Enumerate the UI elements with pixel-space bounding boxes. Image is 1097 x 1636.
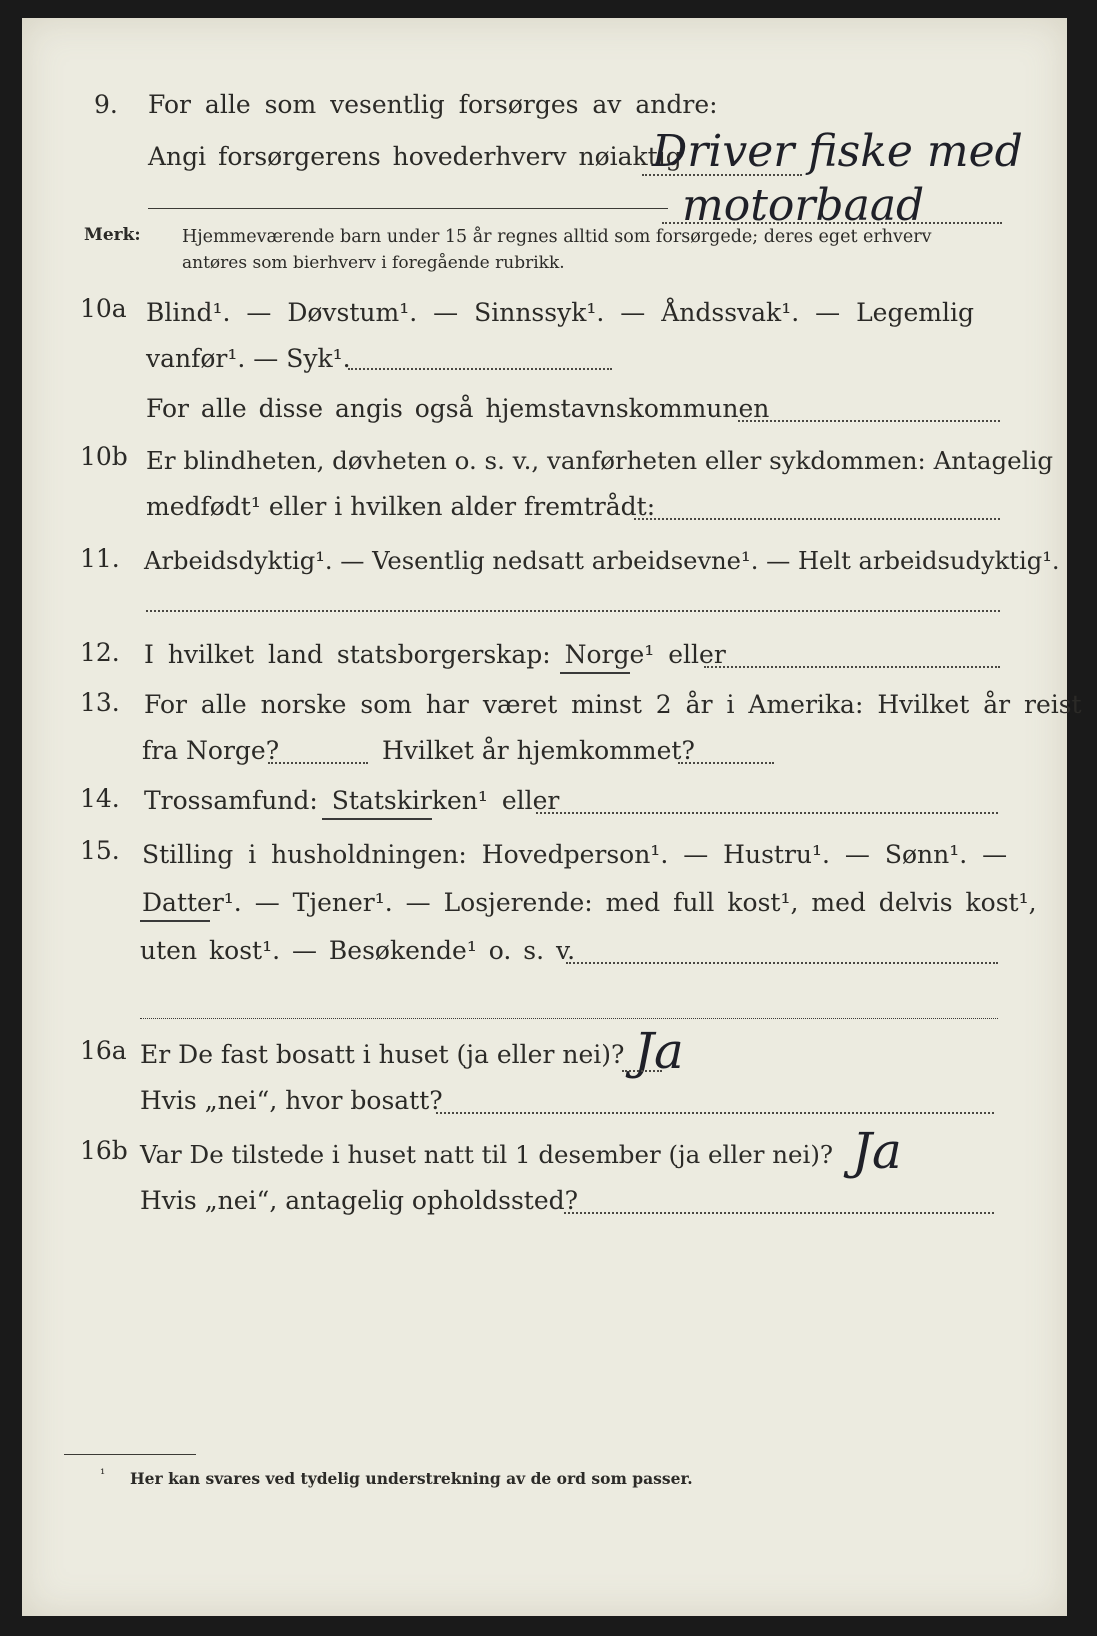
- merk-label: Merk:: [84, 225, 141, 245]
- q15-line2: Datter¹. — Tjener¹. — Losjerende: med full kost¹, med delvis kost¹,: [142, 888, 1037, 917]
- q16b-number: 16b: [80, 1136, 128, 1165]
- q10b-line2: medfødt¹ eller i hvilken alder fremtrådt:: [146, 492, 656, 521]
- q14-statskirken-underline: [322, 818, 432, 820]
- q14-line1: Trossamfund: Statskirken¹ eller: [144, 786, 560, 815]
- q11-answer-line: [146, 610, 1000, 612]
- q10a-line3: For alle disse angis også hjemstavnskommunen: [146, 394, 770, 423]
- q15-answer-line-2: [140, 1018, 998, 1019]
- q9-handwritten-answer-2: motorbaad: [682, 180, 925, 231]
- q10a-hometown-line: [738, 420, 1000, 422]
- q16b-handwritten-answer: Ja: [852, 1122, 902, 1180]
- footnote-rule: [64, 1454, 196, 1455]
- q9-line1: For alle som vesentlig forsørges av andre:: [148, 90, 718, 119]
- footnote-mark: ¹: [100, 1467, 106, 1482]
- q13-departure-line: [268, 762, 368, 764]
- q16a-residence-line: [436, 1112, 994, 1114]
- q13-number: 13.: [80, 688, 120, 717]
- q16b-line2: Hvis „nei“, antagelig opholdssted?: [140, 1186, 579, 1215]
- q15-number: 15.: [80, 836, 120, 865]
- q11-number: 11.: [80, 544, 120, 573]
- q9-answer-dotted-line-2: [662, 222, 1002, 224]
- q16b-line1: Var De tilstede i huset natt til 1 desember (ja eller nei)?: [140, 1140, 834, 1169]
- q10a-line2: vanfør¹. — Syk¹.: [146, 344, 351, 373]
- census-form-page: [22, 18, 1082, 1616]
- q16b-stay-line: [564, 1212, 994, 1214]
- q16a-number: 16a: [80, 1036, 127, 1065]
- q15-line1: Stilling i husholdningen: Hovedperson¹. — Hustru¹. — Sønn¹. —: [142, 840, 1008, 869]
- q9-line2: Angi forsørgerens hovederhverv nøiaktig: [148, 142, 682, 171]
- q12-norge-underline: [560, 672, 630, 674]
- q16a-answer-line: [622, 1070, 662, 1072]
- q16a-line2: Hvis „nei“, hvor bosatt?: [140, 1086, 443, 1115]
- q10b-line1: Er blindheten, døvheten o. s. v., vanførheten eller sykdommen: Antagelig: [146, 446, 1054, 475]
- q16a-handwritten-answer: Ja: [634, 1022, 684, 1080]
- q13-line1: For alle norske som har været minst 2 år i Amerika: Hvilket år reist: [144, 690, 1082, 719]
- q16a-line1: Er De fast bosatt i huset (ja eller nei)?: [140, 1040, 625, 1069]
- q9-number: 9.: [94, 90, 118, 119]
- q10b-number: 10b: [80, 442, 128, 471]
- q12-line1: I hvilket land statsborgerskap: Norge¹ eller: [144, 640, 726, 669]
- q12-number: 12.: [80, 638, 120, 667]
- q9-handwritten-answer-1: Driver fiske med: [652, 126, 1023, 177]
- q13-line2b: Hvilket år hjemkommet?: [382, 736, 695, 765]
- q15-line3: uten kost¹. — Besøkende¹ o. s. v.: [140, 936, 576, 965]
- q13-line2a: fra Norge?: [142, 736, 280, 765]
- footnote-text: Her kan svares ved tydelig understrekning av de ord som passer.: [130, 1469, 693, 1488]
- q10a-answer-line: [348, 368, 612, 370]
- q9-answer-dotted-line: [642, 174, 802, 176]
- q12-answer-line: [704, 666, 1000, 668]
- q11-line1: Arbeidsdyktig¹. — Vesentlig nedsatt arbeidsevne¹. — Helt arbeidsudyktig¹.: [144, 547, 1060, 575]
- q14-number: 14.: [80, 784, 120, 813]
- q10a-line1: Blind¹. — Døvstum¹. — Sinnssyk¹. — Åndssvak¹. — Legemlig: [146, 298, 974, 327]
- q15-answer-line: [566, 962, 998, 964]
- q9-answer-rule: [148, 208, 668, 209]
- q15-datter-underline: [140, 920, 210, 922]
- merk-line1: Hjemmeværende barn under 15 år regnes alltid som forsørgede; deres eget erhverv: [182, 227, 932, 247]
- q10b-answer-line: [634, 518, 1000, 520]
- merk-line2: antøres som bierhverv i foregående rubrikk.: [182, 253, 565, 273]
- q13-return-line: [678, 762, 774, 764]
- q14-answer-line: [536, 812, 998, 814]
- q10a-number: 10a: [80, 294, 127, 323]
